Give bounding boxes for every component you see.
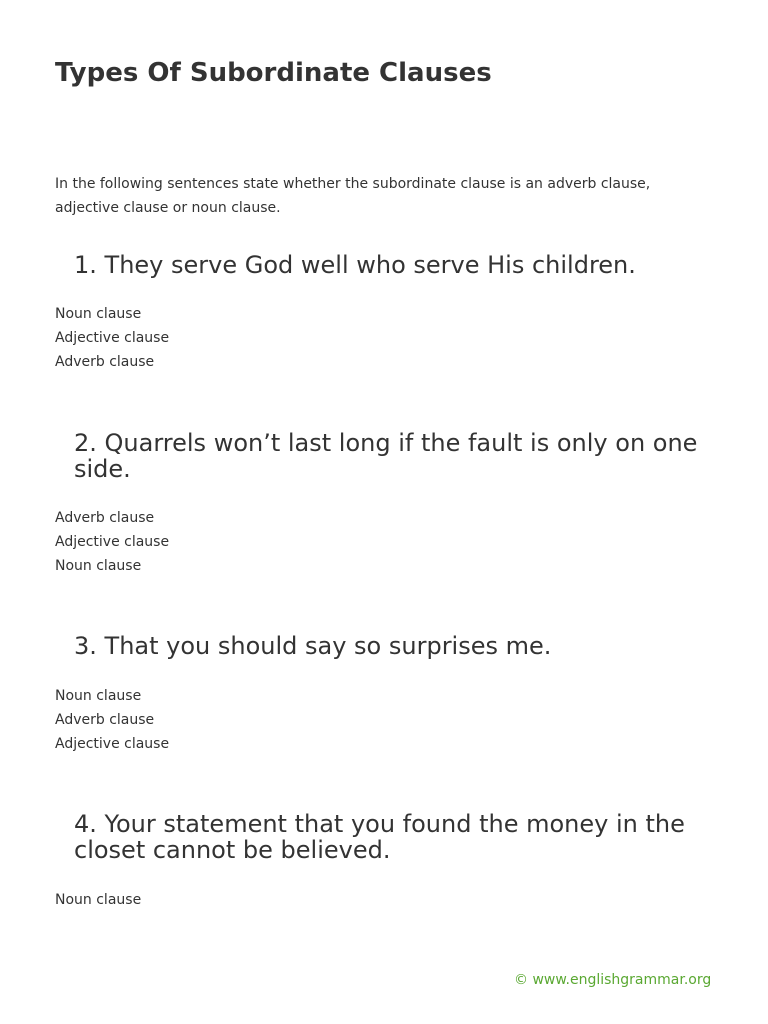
question-2-options xyxy=(55,506,169,578)
option[interactable]: Noun clause xyxy=(55,688,142,704)
option[interactable]: Adjective clause xyxy=(55,534,170,550)
page-title: Types Of Subordinate Clauses xyxy=(55,58,492,88)
option[interactable]: Noun clause xyxy=(55,892,142,908)
option[interactable]: Adverb clause xyxy=(55,510,155,526)
footer-copyright-link[interactable]: © www.englishgrammar.org xyxy=(514,972,712,988)
option[interactable]: Noun clause xyxy=(55,306,142,322)
instructions: In the following sentences state whether the subordinate clause is an adverb clause, adjective clause or noun clause. xyxy=(55,176,651,216)
option[interactable]: Adverb clause xyxy=(55,712,155,728)
question-3-options xyxy=(55,684,169,756)
option[interactable]: Adjective clause xyxy=(55,736,170,752)
option[interactable]: Adverb clause xyxy=(55,354,155,370)
question-3: 3. That you should say so surprises me. xyxy=(74,632,552,660)
option[interactable]: Noun clause xyxy=(55,558,142,574)
question-1: 1. They serve God well who serve His children. xyxy=(74,251,636,279)
question-1-options xyxy=(55,302,169,374)
option[interactable]: Adjective clause xyxy=(55,330,170,346)
question-2: 2. Quarrels won’t last long if the fault is only on one side. xyxy=(74,429,698,483)
question-4: 4. Your statement that you found the money in the closet cannot be believed. xyxy=(74,810,685,864)
question-4-options xyxy=(55,888,141,912)
